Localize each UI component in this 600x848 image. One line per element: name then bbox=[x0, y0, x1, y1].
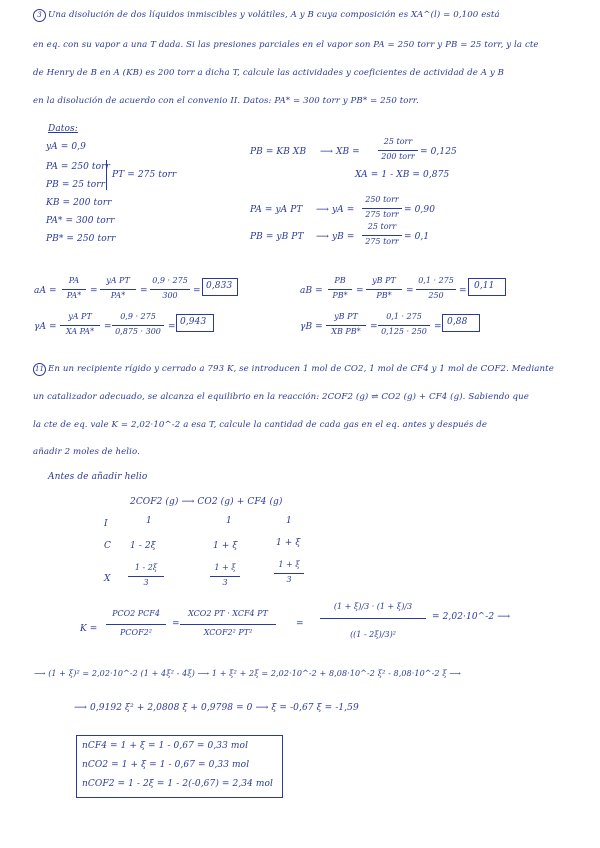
table-row-c-co2: 1 + ξ bbox=[213, 541, 238, 551]
aa-result: 0,833 bbox=[206, 281, 233, 291]
aa-eq2: = bbox=[140, 286, 148, 296]
table-row-c-label: C bbox=[104, 541, 111, 551]
step-1: ⟶ (1 + ξ)² = 2,02·10^-2 (1 + 4ξ² - 4ξ) ⟶ 1 + ξ² + 2ξ = 2,02·10^-2 + 8,08·10^-2 ξ² - 8,08·10^-2 ξ ⟶ bbox=[34, 669, 461, 678]
datos-brace bbox=[106, 160, 107, 190]
ga-result: 0,943 bbox=[180, 317, 207, 327]
aa-f1-num: PA bbox=[68, 276, 80, 285]
ab-f3-bar bbox=[416, 289, 456, 290]
problem-11-line-1: En un recipiente rígido y cerrado a 793 K, se introducen 1 mol de CO2, 1 mol de CF4 y 1 mol de COF2. Mediante bbox=[48, 364, 554, 374]
gb-f1-bar bbox=[326, 325, 366, 326]
ga-f1-num: yA PT bbox=[68, 312, 92, 321]
k-f2-bar bbox=[180, 624, 276, 625]
table-row-i-cf4: 1 bbox=[286, 516, 292, 526]
ga-lhs: γA = bbox=[34, 322, 57, 332]
gb-f2-bar bbox=[378, 325, 430, 326]
yb-arrow: ⟶ yB = bbox=[316, 232, 355, 242]
datos-kb: KB = 200 torr bbox=[46, 198, 112, 208]
gb-f1-den: XB PB* bbox=[331, 327, 361, 336]
table-row-i-label: I bbox=[104, 519, 108, 529]
xb-fraction-den: 200 torr bbox=[381, 152, 415, 161]
ya-result: = 0,90 bbox=[404, 205, 436, 215]
x1-num: 1 - 2ξ bbox=[134, 563, 158, 572]
x3-den: 3 bbox=[286, 575, 292, 584]
step-2: ⟶ 0,9192 ξ² + 2,0808 ξ + 0,9798 = 0 ⟶ ξ = -0,67 ξ = -1,59 bbox=[74, 703, 359, 713]
gb-result: 0,88 bbox=[447, 317, 468, 327]
ya-equation: PA = yA PT bbox=[250, 205, 303, 215]
aa-f3-bar bbox=[150, 289, 190, 290]
problem-3-line-3: de Henry de B en A (KB) es 200 torr a dicha T, calcule las actividades y coeficientes de actividad de A y B bbox=[33, 68, 505, 78]
gb-eq2: = bbox=[434, 322, 442, 332]
antes-heading: Antes de añadir helio bbox=[48, 472, 148, 482]
ga-eq1: = bbox=[104, 322, 112, 332]
aa-f2-num: yA PT bbox=[106, 276, 130, 285]
table-row-x-label: X bbox=[104, 574, 111, 584]
k-f2-num: XCO2 PT · XCF4 PT bbox=[188, 609, 268, 618]
problem-3-number: 3 bbox=[33, 9, 46, 22]
yb-result: = 0,1 bbox=[404, 232, 430, 242]
gb-eq1: = bbox=[370, 322, 378, 332]
xb-arrow: ⟶ XB = bbox=[320, 147, 360, 157]
aa-f1-bar bbox=[62, 289, 86, 290]
k-eq1: = bbox=[172, 619, 180, 629]
result-co2: nCO2 = 1 + ξ = 1 - 0,67 = 0,33 mol bbox=[82, 760, 250, 770]
ab-f3-den: 250 bbox=[428, 291, 444, 300]
xb-fraction-bar bbox=[378, 150, 418, 151]
ab-f1-bar bbox=[328, 289, 352, 290]
yb-fraction-den: 275 torr bbox=[365, 237, 399, 246]
xb-fraction-num: 25 torr bbox=[383, 137, 413, 146]
xa-result: XA = 1 - XB = 0,875 bbox=[355, 170, 450, 180]
ga-f2-bar bbox=[112, 325, 164, 326]
ya-fraction-num: 250 torr bbox=[365, 195, 399, 204]
problem-3-line-1: Una disolución de dos líquidos inmiscibles y volátiles, A y B cuya composición es XA^(l) = 0,100 está bbox=[48, 10, 500, 20]
ab-f1-den: PB* bbox=[332, 291, 348, 300]
gb-f1-num: yB PT bbox=[334, 312, 358, 321]
k-f3-den: ((1 - 2ξ)/3)² bbox=[350, 630, 396, 639]
ab-f2-num: yB PT bbox=[372, 276, 396, 285]
problem-11-line-4: añadir 2 moles de helio. bbox=[33, 447, 140, 457]
x1-bar bbox=[128, 576, 164, 577]
k-f1-den: PCOF2² bbox=[120, 628, 152, 637]
datos-pa-star: PA* = 300 torr bbox=[46, 216, 115, 226]
k-lhs: K = bbox=[80, 624, 98, 634]
x3-bar bbox=[274, 573, 304, 574]
ab-eq1: = bbox=[356, 286, 364, 296]
result-cof2: nCOF2 = 1 - 2ξ = 1 - 2(-0,67) = 2,34 mol bbox=[82, 779, 274, 789]
x1-den: 3 bbox=[143, 578, 149, 587]
result-cf4: nCF4 = 1 + ξ = 1 - 0,67 = 0,33 mol bbox=[82, 741, 249, 751]
problem-11-line-3: la cte de eq. vale K = 2,02·10^-2 a esa T, calcule la cantidad de cada gas en el eq. antes y después de bbox=[33, 420, 488, 430]
table-row-c-cof2: 1 - 2ξ bbox=[130, 541, 156, 551]
x2-num: 1 + ξ bbox=[214, 563, 236, 572]
k-f3-bar bbox=[320, 618, 426, 619]
k-f2-den: XCOF2² PT² bbox=[203, 628, 253, 637]
aa-eq1: = bbox=[90, 286, 98, 296]
ga-f1-bar bbox=[60, 325, 100, 326]
table-row-i-cof2: 1 bbox=[146, 516, 152, 526]
ya-arrow: ⟶ yA = bbox=[316, 205, 355, 215]
ga-eq2: = bbox=[168, 322, 176, 332]
table-row-i-co2: 1 bbox=[226, 516, 232, 526]
aa-f3-den: 300 bbox=[162, 291, 178, 300]
ab-f3-num: 0,1 · 275 bbox=[418, 276, 454, 285]
x2-bar bbox=[210, 576, 240, 577]
ya-fraction-bar bbox=[362, 208, 402, 209]
table-row-c-cf4: 1 + ξ bbox=[276, 538, 301, 548]
gb-f2-num: 0,1 · 275 bbox=[386, 312, 422, 321]
x3-num: 1 + ξ bbox=[278, 560, 300, 569]
ga-f2-den: 0,875 · 300 bbox=[115, 327, 161, 336]
problem-3-line-2: en eq. con su vapor a una T dada. Si las presiones parciales en el vapor son PA = 250 torr y PB = 25 torr, y la cte bbox=[33, 40, 539, 50]
gb-f2-den: 0,125 · 250 bbox=[381, 327, 427, 336]
xb-result: = 0,125 bbox=[420, 147, 457, 157]
x2-den: 3 bbox=[222, 578, 228, 587]
ab-eq2: = bbox=[406, 286, 414, 296]
ab-f2-den: PB* bbox=[376, 291, 392, 300]
k-f1-bar bbox=[106, 624, 166, 625]
antes-reaction: 2COF2 (g) ⟶ CO2 (g) + CF4 (g) bbox=[130, 497, 283, 507]
yb-equation: PB = yB PT bbox=[250, 232, 304, 242]
ab-f2-bar bbox=[366, 289, 402, 290]
gb-lhs: γB = bbox=[300, 322, 323, 332]
aa-lhs: aA = bbox=[34, 286, 57, 296]
problem-11-line-2: un catalizador adecuado, se alcanza el equilibrio en la reacción: 2COF2 (g) ⇌ CO2 (g) + CF4 (g). Sabiendo que bbox=[33, 392, 529, 402]
datos-ya: yA = 0,9 bbox=[46, 142, 86, 152]
problem-3-line-4: en la disolución de acuerdo con el convenio II. Datos: PA* = 300 torr y PB* = 250 torr. bbox=[33, 96, 419, 106]
ab-result: 0,11 bbox=[474, 281, 495, 291]
aa-f1-den: PA* bbox=[66, 291, 82, 300]
ab-eq3: = bbox=[459, 286, 467, 296]
ya-fraction-den: 275 torr bbox=[365, 210, 399, 219]
aa-f3-num: 0,9 · 275 bbox=[152, 276, 188, 285]
yb-fraction-num: 25 torr bbox=[367, 222, 397, 231]
ga-f2-num: 0,9 · 275 bbox=[120, 312, 156, 321]
datos-pt: PT = 275 torr bbox=[112, 170, 177, 180]
datos-pb: PB = 25 torr bbox=[46, 180, 106, 190]
xb-equation: PB = KB XB bbox=[250, 147, 307, 157]
k-result: = 2,02·10^-2 ⟶ bbox=[432, 612, 511, 622]
problem-11-number: 11 bbox=[33, 363, 46, 376]
aa-eq3: = bbox=[193, 286, 201, 296]
aa-f2-den: PA* bbox=[110, 291, 126, 300]
datos-pa: PA = 250 torr bbox=[46, 162, 110, 172]
datos-heading: Datos: bbox=[48, 124, 78, 134]
k-eq2: = bbox=[296, 619, 304, 629]
ab-f1-num: PB bbox=[334, 276, 346, 285]
yb-fraction-bar bbox=[362, 235, 402, 236]
datos-pb-star: PB* = 250 torr bbox=[46, 234, 116, 244]
k-f3-num: (1 + ξ)/3 · (1 + ξ)/3 bbox=[333, 602, 413, 611]
k-f1-num: PCO2 PCF4 bbox=[112, 609, 160, 618]
aa-f2-bar bbox=[100, 289, 136, 290]
ga-f1-den: XA PA* bbox=[65, 327, 95, 336]
ab-lhs: aB = bbox=[300, 286, 323, 296]
